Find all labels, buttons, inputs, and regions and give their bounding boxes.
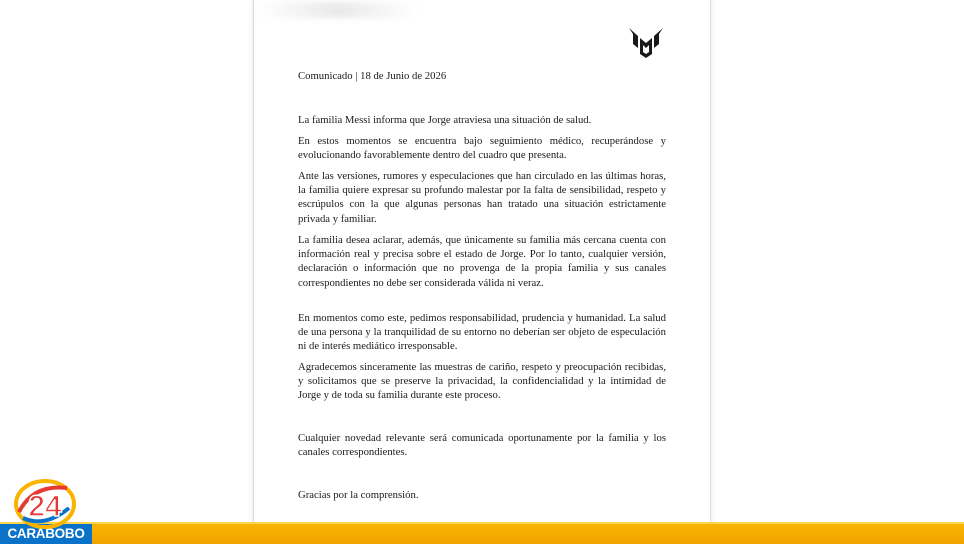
- paragraph-4: La familia desea aclarar, además, que únicamente su familia más cercana cuenta con información real y precisa sobre el estado de Jorge. Por lo tanto, cualquier versión, declaración o información que no provenga de la propia familia y sus canales correspondientes no debe ser considerada válida ni veraz.: [298, 234, 666, 289]
- paragraph-8: Gracias por la comprensión.: [298, 489, 419, 501]
- brand-name: CARABOBO: [7, 526, 85, 541]
- document-date-line: Comunicado | 18 de Junio de 2026: [298, 70, 447, 82]
- paragraph-3: Ante las versiones, rumores y especulaciones que han circulado en las últimas horas, la familia quiere expresar su profundo malestar por la falta de sensibilidad, respeto y escrúpulos con la que algunas personas han tratado una situación estrictamente privada y familiar.: [298, 170, 666, 225]
- paragraph-5: En momentos como este, pedimos responsabilidad, prudencia y humanidad. La salud de una persona y la tranquilidad de su entorno no deberían ser objeto de especulación ni de interés mediático irresponsable.: [298, 312, 666, 353]
- brand-number: 24: [28, 490, 62, 523]
- messi-logo-icon: [627, 26, 665, 60]
- paragraph-7: Cualquier novedad relevante será comunicada oportunamente por la familia y los canales correspondientes.: [298, 432, 666, 459]
- paragraph-6: Agradecemos sinceramente las muestras de cariño, respeto y preocupación recibidas, y solicitamos que se preserve la privacidad, la confidencialidad y la intimidad de Jorge y de toda su familia durante este proceso.: [298, 361, 666, 402]
- lower-third-bar: [0, 524, 964, 544]
- paragraph-1: La familia Messi informa que Jorge atraviesa una situación de salud.: [298, 114, 592, 126]
- blurred-header-area: [258, 2, 418, 18]
- paragraph-2: En estos momentos se encuentra bajo seguimiento médico, recuperándose y evolucionando favorablemente dentro del cuadro que presenta.: [298, 135, 666, 162]
- brand-24-logo: [13, 478, 77, 530]
